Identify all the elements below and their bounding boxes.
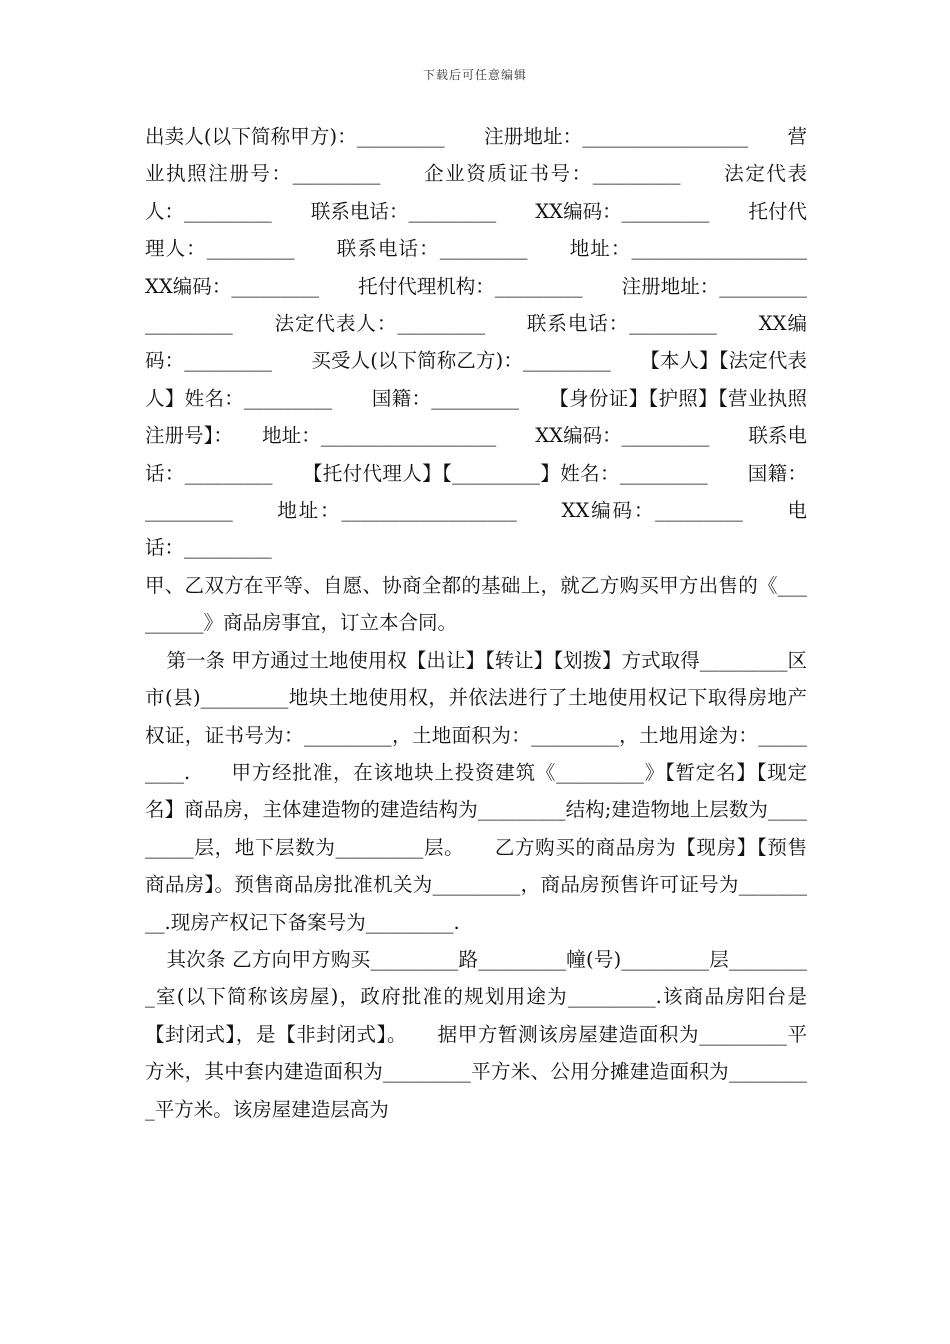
preamble-paragraph: 甲、乙双方在平等、自愿、协商全都的基础上，就乙方购买甲方出售的《_________》商品房事宜，订立本合同。 bbox=[145, 573, 807, 635]
contract-body bbox=[145, 118, 847, 1128]
article-one-paragraph: 第一条 甲方通过土地使用权【出让】【转让】【划拨】方式取得_________区市(县)_________地块土地使用权，并依法进行了土地使用权记下取得房地产权证，证书号为：_________，土地面积为：_________，土地用途为：_________. 甲方经批准，在该地块上投资建筑《_________》【暂定名】【现定名】商品房，主体建造物的建造结构为_________结构;建造物地上层数为_________层，地下层数为_________层。 乙方购买的商品房为【现房】【预售商品房】。预售商品房批准机关为_________，商品房预售许可证号为_________.现房产权记下备案号为_________. bbox=[145, 648, 807, 934]
article-two-paragraph: 其次条 乙方向甲方购买_________路_________幢(号)_________层_________室(以下简称该房屋)，政府批准的规划用途为_________.该商品房阳台是【封闭式】，是【非封闭式】。 据甲方暂测该房屋建造面积为_________平方米，其中套内建造面积为_________平方米、公用分摊建造面积为_________平方米。该房屋建造层高为 bbox=[145, 947, 807, 1121]
page-header: 下载后可任意编辑 bbox=[422, 68, 527, 82]
party-info-paragraph: 出卖人(以下简称甲方)：_________ 注册地址：_________________ 营业执照注册号：_________ 企业资质证书号：_________ 法定代表人：_________ 联系电话：_________ XX编码：_________ 托付代理人：_________ 联系电话：_________ 地址：__________________ XX编码：_________ 托付代理机构：_________ 注册地址：__________________ 法定代表人：_________ 联系电话：_________ XX编码：_________ 买受人(以下简称乙方)：_________ 【本人】【法定代表人】姓名：_________ 国籍：_________ 【身份证】【护照】【营业执照注册号】： 地址：__________________ XX编码：_________ 联系电话：_________ 【托付代理人】【_________】姓名：_________ 国籍：_________ 地址：__________________ XX编码：_________ 电话：_________ bbox=[145, 125, 847, 560]
